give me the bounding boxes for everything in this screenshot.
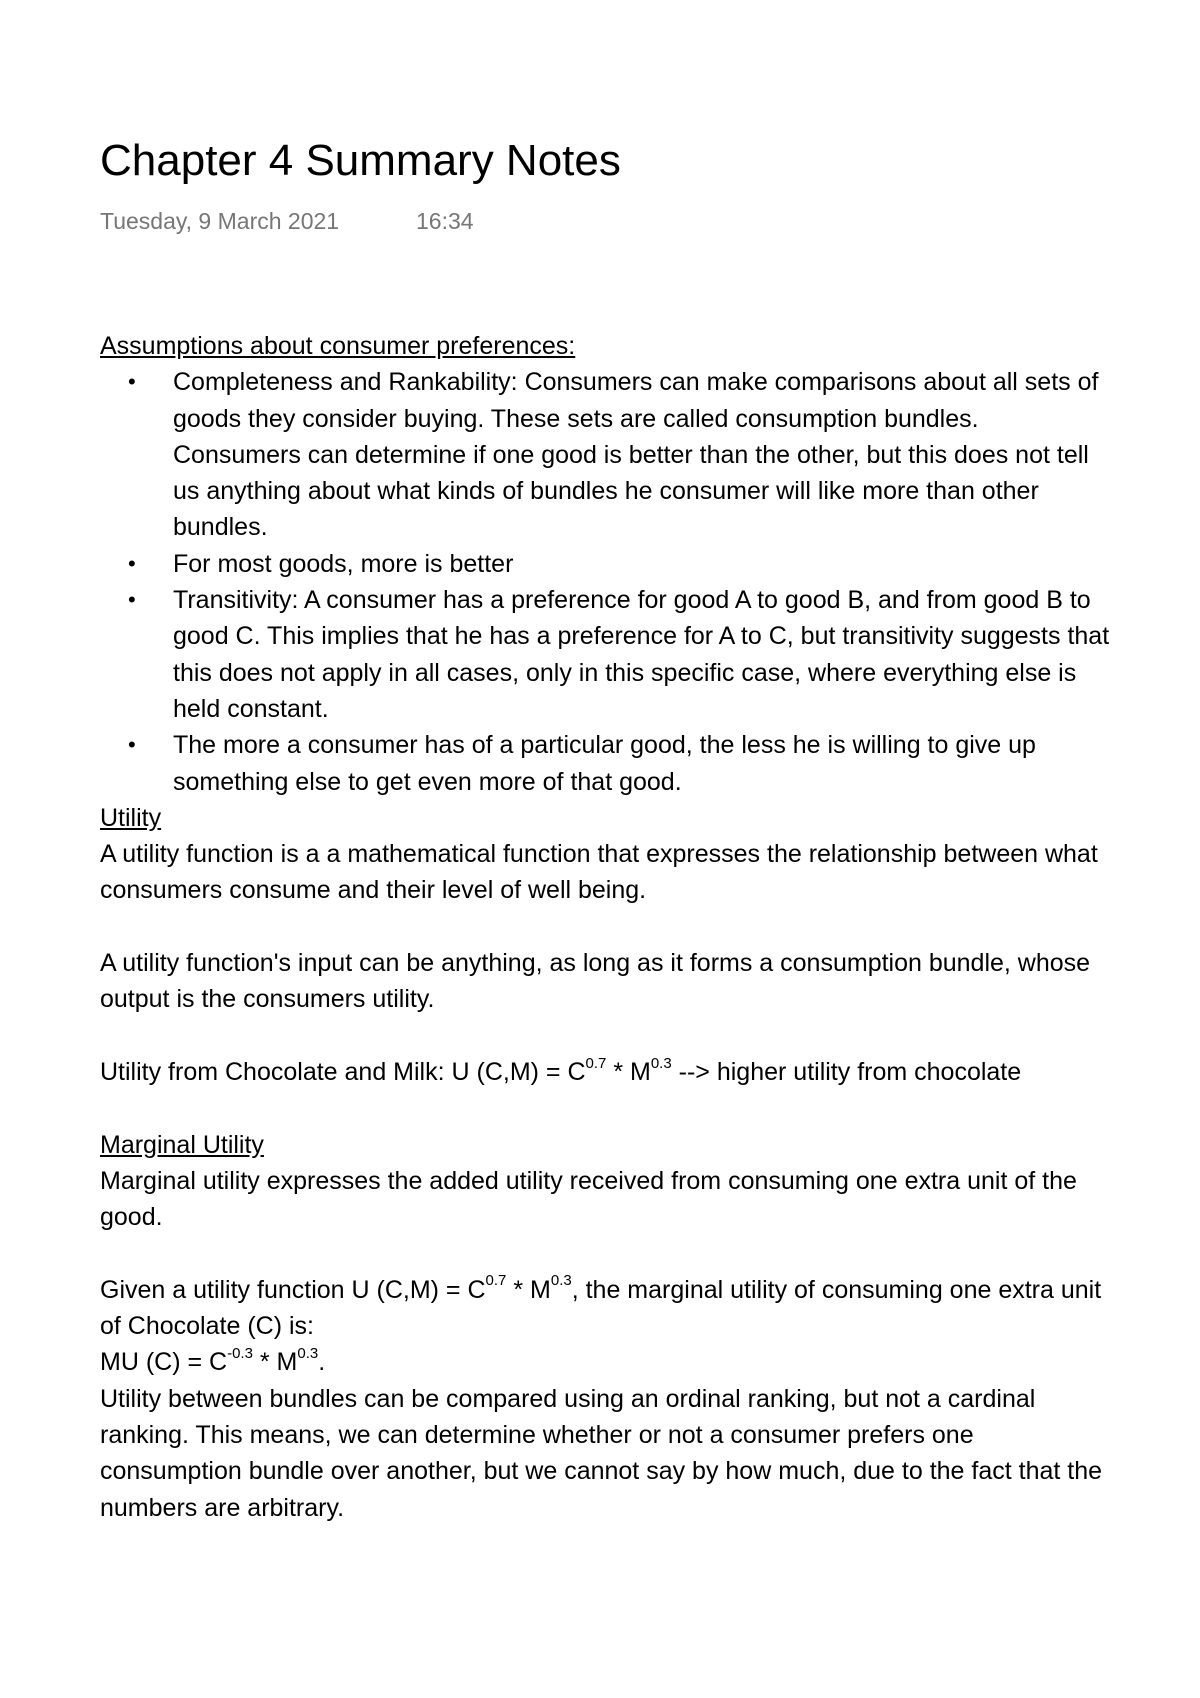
formula-text: * M bbox=[506, 1275, 551, 1304]
list-item bbox=[100, 364, 1110, 545]
utility-input-text: A utility function's input can be anything, as long as it forms a consumption bundle, whose output is the consumers utility. bbox=[100, 949, 1091, 1014]
formula-text: . bbox=[318, 1348, 326, 1377]
formula-exponent: 0.3 bbox=[550, 1272, 572, 1290]
assumptions-list bbox=[100, 364, 1110, 800]
bullet-icon: • bbox=[128, 732, 136, 758]
formula-text: Given a utility function U (C,M) = C bbox=[100, 1275, 486, 1304]
marginal-utility-given bbox=[100, 1272, 1110, 1345]
utility-definition: A utility function is a a mathematical function that expresses the relationship between what consumers consume and their level of well being. bbox=[100, 840, 1098, 905]
assumptions-heading: Assumptions about consumer preferences: bbox=[100, 332, 576, 360]
formula-exponent: 0.7 bbox=[485, 1272, 507, 1290]
formula-text: * M bbox=[606, 1057, 651, 1086]
note-date: Tuesday, 9 March 2021 bbox=[100, 208, 340, 234]
bullet-text: Transitivity: A consumer has a preference for good A to good B, and from good B to good C. This implies that he has a preference for A to C, but transitivity suggests that this does not apply in all cases, only in this specific case, where everything else is held constant. bbox=[173, 586, 1110, 723]
bullet-icon: • bbox=[128, 369, 136, 395]
bullet-icon: • bbox=[128, 587, 136, 613]
formula-text: Utility from Chocolate and Milk: U (C,M) = C bbox=[100, 1057, 586, 1086]
marginal-utility-definition: Marginal utility expresses the added utility received from consuming one extra unit of the good. bbox=[100, 1166, 1077, 1232]
formula-text: * M bbox=[252, 1348, 298, 1377]
list-item bbox=[100, 546, 1110, 582]
formula-exponent: 0.3 bbox=[650, 1054, 672, 1072]
list-item bbox=[100, 582, 1110, 727]
note-body bbox=[100, 328, 1110, 1526]
formula-exponent: 0.7 bbox=[585, 1054, 607, 1072]
page-title: Chapter 4 Summary Notes bbox=[100, 136, 621, 185]
list-item bbox=[100, 727, 1110, 800]
formula-exponent: -0.3 bbox=[227, 1344, 253, 1362]
formula-text: MU (C) = C bbox=[100, 1348, 228, 1377]
formula-exponent: 0.3 bbox=[297, 1344, 319, 1362]
ordinal-ranking-text: Utility between bundles can be compared using an ordinal ranking, but not a cardinal ranking. This means, we can determine whether or not a consumer prefers one consumption bundle over another, but we cannot say by how much, due to the fact that the numbers are arbitrary. bbox=[100, 1384, 1103, 1522]
utility-formula bbox=[100, 1054, 1110, 1090]
bullet-text: For most goods, more is better bbox=[173, 549, 514, 578]
bullet-text: The more a consumer has of a particular good, the less he is willing to give up something else to get even more of that good. bbox=[173, 731, 1036, 796]
marginal-utility-formula bbox=[100, 1344, 1110, 1380]
formula-text: --> higher utility from chocolate bbox=[671, 1057, 1022, 1086]
note-time: 16:34 bbox=[416, 208, 474, 234]
utility-heading: Utility bbox=[100, 803, 162, 832]
bullet-text: Completeness and Rankability: Consumers can make comparisons about all sets of goods they consider buying. These sets are called consumption bundles. Consumers can determine if one good is better than the other, but this does not tell us anything about what kinds of bundles he consumer will like more than other bundles. bbox=[173, 368, 1099, 542]
formula-text: , the marginal utility of consuming one extra unit of Chocolate (C) is: bbox=[100, 1275, 1102, 1341]
note-timestamp bbox=[100, 208, 474, 235]
bullet-icon: • bbox=[128, 550, 136, 576]
marginal-utility-heading: Marginal Utility bbox=[100, 1130, 264, 1159]
